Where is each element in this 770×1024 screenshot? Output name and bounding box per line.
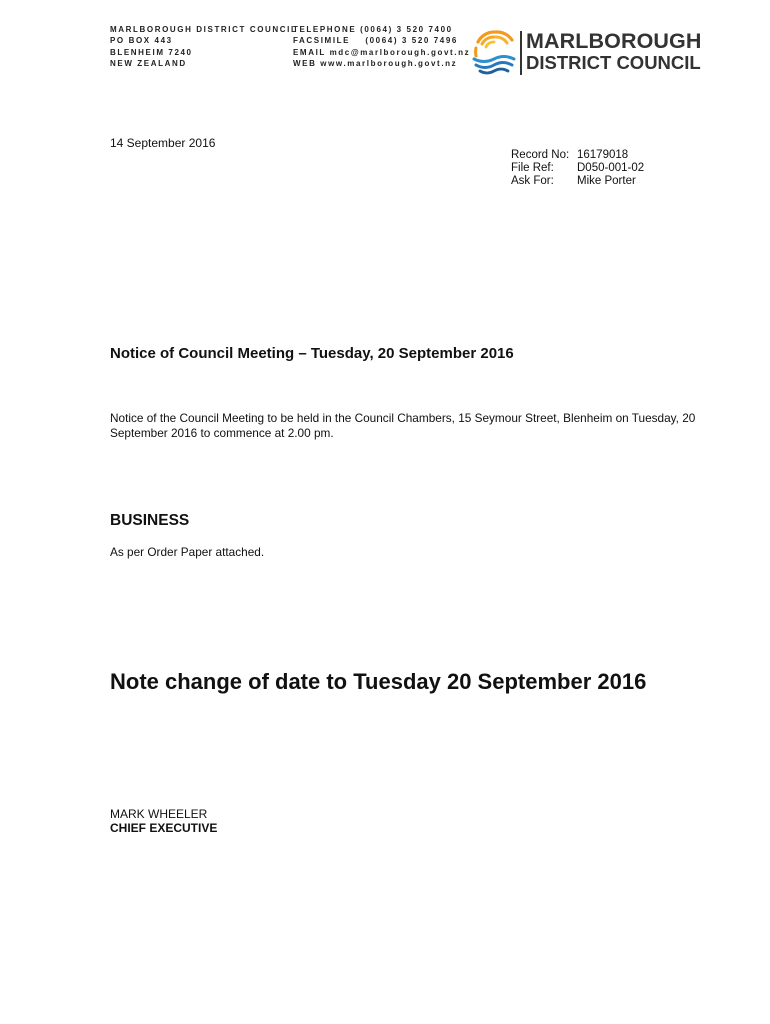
- address-line: NEW ZEALAND: [110, 58, 187, 68]
- record-row: [511, 175, 644, 188]
- logo-wordmark-line2: DISTRICT COUNCIL: [526, 52, 701, 73]
- logo-wordmark-line1: MARLBOROUGH: [526, 29, 702, 53]
- record-row: [511, 162, 644, 175]
- signature-block: [110, 807, 217, 835]
- council-address-block: [110, 24, 297, 69]
- business-body: As per Order Paper attached.: [110, 545, 265, 559]
- record-label: File Ref:: [511, 162, 554, 174]
- web-line: WEB www.marlborough.govt.nz: [293, 58, 458, 68]
- date-change-note: Note change of date to Tuesday 20 September 2016: [110, 669, 647, 694]
- notice-heading: Notice of Council Meeting – Tuesday, 20 September 2016: [110, 345, 514, 362]
- business-heading: BUSINESS: [110, 512, 190, 529]
- record-value: 16179018: [577, 149, 629, 161]
- logo-divider: [520, 31, 522, 75]
- letter-date: 14 September 2016: [110, 136, 216, 150]
- signatory-name: MARK WHEELER: [110, 807, 208, 821]
- signatory-title: CHIEF EXECUTIVE: [110, 821, 218, 835]
- council-logo: [470, 26, 720, 78]
- telephone-line: TELEPHONE (0064) 3 520 7400: [293, 25, 453, 34]
- notice-body: Notice of the Council Meeting to be held in the Council Chambers, 15 Seymour Street, Blenheim on Tuesday, 20 September 2016 to commence at 2.00 pm.: [110, 411, 696, 440]
- record-value: Mike Porter: [577, 175, 636, 187]
- address-line: BLENHEIM 7240: [110, 47, 193, 57]
- record-value: D050-001-02: [577, 162, 645, 174]
- council-contact-block: [293, 24, 470, 69]
- address-line: MARLBOROUGH DISTRICT COUNCIL: [110, 25, 298, 34]
- record-label: Ask For:: [511, 175, 554, 187]
- sun-waves-icon: [470, 26, 518, 78]
- email-line: EMAIL mdc@marlborough.govt.nz: [293, 47, 471, 57]
- record-row: [511, 149, 644, 162]
- address-line: PO BOX 443: [110, 36, 173, 46]
- record-reference-block: [511, 149, 644, 188]
- record-label: Record No:: [511, 149, 570, 161]
- facsimile-line: FACSIMILE (0064) 3 520 7496: [293, 36, 458, 46]
